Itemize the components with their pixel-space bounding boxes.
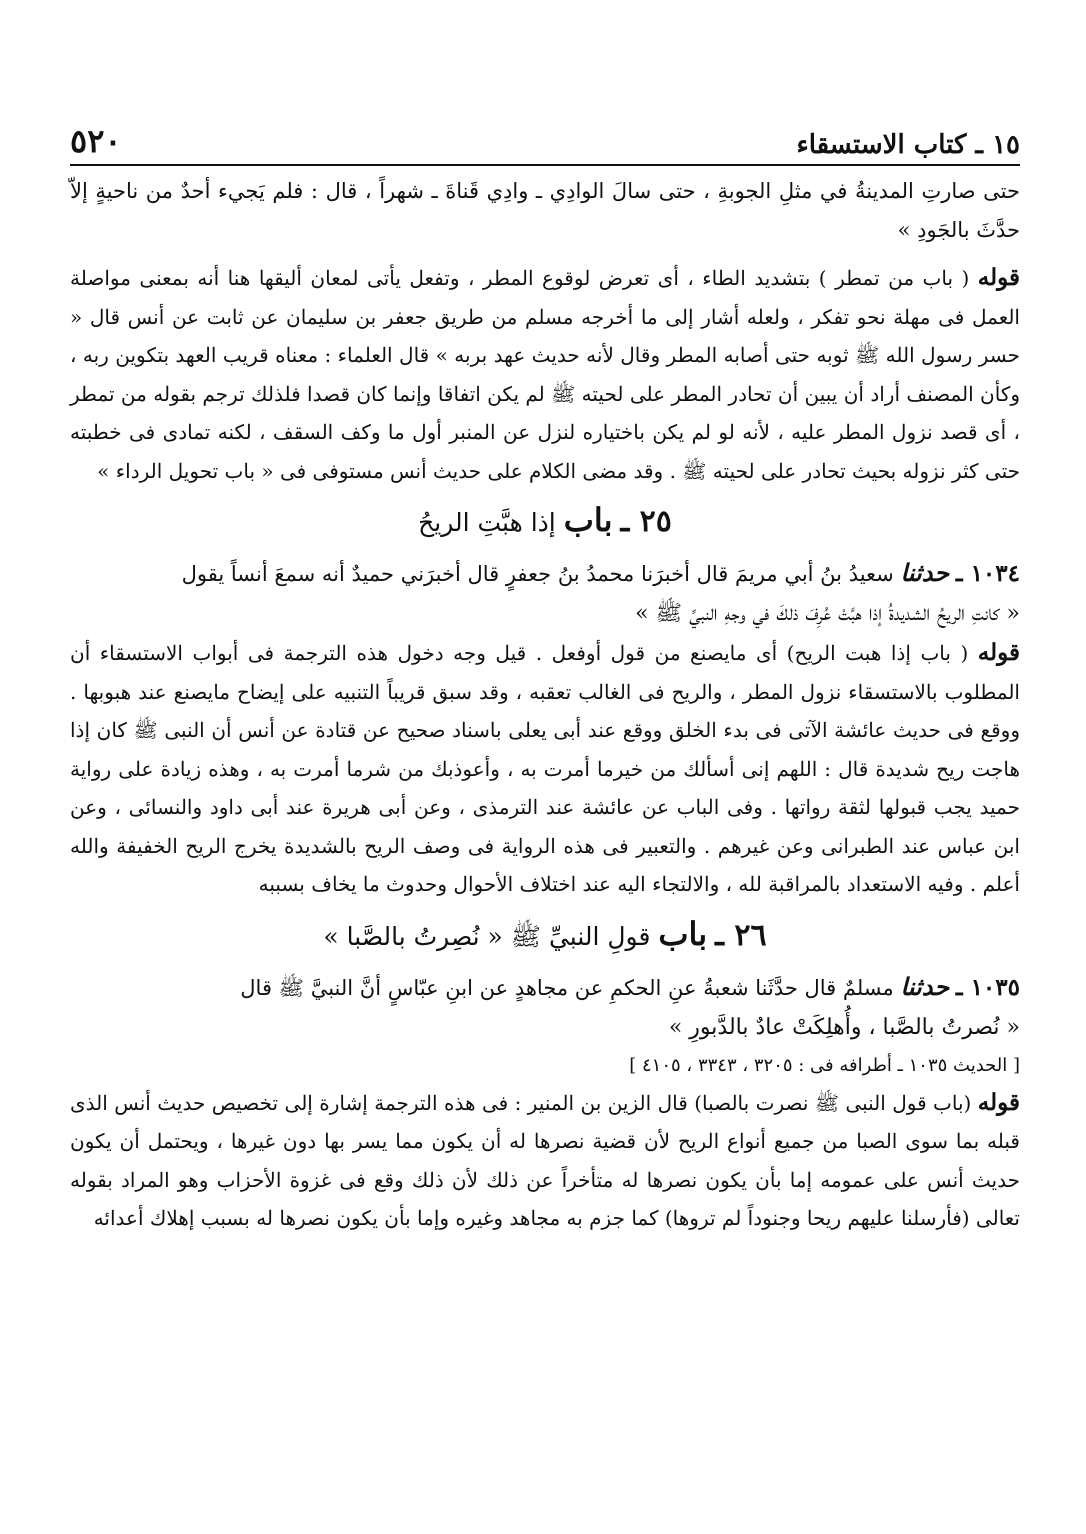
hadith-1034-matn: « كانتِ الريحُ الشديدةُ إذا هبَّتْ عُرِفَ ذلكَ في وجهِ النبيِّ ﷺ » bbox=[635, 601, 1020, 626]
chapter-word: باب bbox=[563, 501, 613, 539]
header-rule bbox=[70, 164, 1020, 166]
commentary-text: ( باب من تمطر ) بتشديد الطاء ، أى تعرض لوقوع المطر ، وتفعل يأتى لمعان أليقها هنا أنه بمعنى مواصلة العمل فى مهلة نحو تفكر ، ولعله أشار إلى ما أخرجه مسلم من طريق جعفر بن سليمان عن ثابت عن أنس قال « حسر رسول الله ﷺ ثوبه حتى أصابه المطر وقال لأنه حديث عهد بربه » قال العلماء : معناه قريب العهد بتكوين ربه ، وكأن المصنف أراد أن يبين أن تحادر المطر على لحيته ﷺ لم يكن اتفاقا وإنما كان قصدا فلذلك ترجم بقوله من تمطر ، أى قصد نزول المطر عليه ، لأنه لو لم يكن باختياره لنزل عن المنبر أول ما وكف السقف ، لكنه تمادى فى خطبته حتى كثر نزوله بحيث تحادر على لحيته ﷺ . وقد مضى الكلام على حديث أنس مستوفى فى « باب تحويل الرداء » bbox=[70, 266, 1020, 483]
chapter-heading-26 bbox=[70, 908, 1020, 963]
commentary-lead: قوله bbox=[977, 639, 1021, 666]
commentary-text: (باب قول النبى ﷺ نصرت بالصبا) قال الزين بن المنير : فى هذه الترجمة إشارة إلى تخصيص حديث أنس الذى قبله بما سوى الصبا من جميع أنواع الريح لأن قضية نصرها له أن يكون مما يسر بها دون غيرها ، ويحتمل أن يكون حديث أنس على عمومه إما بأن يكون نصرها له متأخراً عن ذلك لأن ذلك وقع فى غزوة الأحزاب وهو المراد بقوله تعالى (فأرسلنا عليهم ريحا وجنوداً لم تروها) كما جزم به مجاهد وغيره وإما بأن يكون نصرها له بسبب إهلاك أعدائه bbox=[70, 1090, 1020, 1230]
commentary-bab-idha-habbat bbox=[70, 634, 1020, 904]
chapter-number: ٢٦ ـ bbox=[715, 917, 767, 953]
commentary-lead: قوله bbox=[977, 264, 1021, 291]
chapter-number: ٢٥ ـ bbox=[620, 504, 672, 539]
isnad-text: سعيدُ بنُ أبي مريمَ قال أخبرَنا محمدُ بنُ جعفرٍ قال أخبرَني حميدٌ أنه سمعَ أنساً يقول bbox=[181, 562, 894, 586]
hadith-number: ١٠٣٥ ـ bbox=[955, 973, 1020, 1001]
hadith-cross-reference: [ الحديث ١٠٣٥ ـ أطرافه فى : ٣٢٠٥ ، ٣٣٤٣ ، ٤١٠٥ ] bbox=[629, 1054, 1020, 1076]
chapter-title: قولِ النبيِّ ﷺ « نُصِرتُ بالصَّبا » bbox=[323, 921, 651, 951]
isnad-text: مسلمٌ قال حدَّثَنا شعبةُ عنِ الحكمِ عن مجاهدٍ عن ابنِ عبّاسٍ أنَّ النبيَّ ﷺ قال bbox=[240, 975, 894, 1000]
haddathana-word: حدثنا bbox=[900, 558, 950, 587]
haddathana-word: حدثنا bbox=[900, 971, 950, 1001]
hadith-1035-matn: « نُصرتُ بالصَّبا ، وأُهلِكَتْ عادٌ بالدَّبورِ » bbox=[668, 1014, 1020, 1040]
commentary-text: ( باب إذا هبت الريح) أى مايصنع من قول أوفعل . قيل وجه دخول هذه الترجمة فى أبواب الاستسقاء أن المطلوب بالاستسقاء نزول المطر ، والريح فى الغالب تعقبه ، وقد سبق قريباً التنبيه على إيضاح مايصنع عند هبوبها . ووقع فى حديث عائشة الآتى فى بدء الخلق ووقع عند أبى يعلى باسناد صحيح عن قتادة عن أنس أن النبى ﷺ كان إذا هاجت ريح شديدة قال : اللهم إنى أسألك من خيرما أمرت به ، وأعوذبك من شرما أمرت به ، وهذه زيادة على رواية حميد يجب قبولها لثقة رواتها . وفى الباب عن عائشة عند الترمذى ، وعن أبى هريرة عند أبى داود والنسائى ، وعن ابن عباس عند الطبرانى وعن غيرهم . والتعبير فى هذه الرواية فى وصف الريح بالشديدة يخرج الريح الخفيفة والله أعلم . وفيه الاستعداد بالمراقبة لله ، والالتجاء اليه عند اختلاف الأحوال وحدوث ما يخاف بسببه bbox=[70, 641, 1020, 896]
commentary-lead: قوله bbox=[977, 1088, 1020, 1116]
page-header bbox=[70, 110, 1020, 160]
hadith-number: ١٠٣٤ ـ bbox=[955, 560, 1020, 587]
chapter-heading-25 bbox=[70, 494, 1020, 549]
commentary-bab-man-tamattara bbox=[70, 259, 1020, 490]
running-title: ١٥ ـ كتاب الاستسقاء bbox=[796, 130, 1020, 160]
page-number: ٥٢٠ bbox=[70, 122, 122, 160]
hadith-1035-isnad bbox=[70, 967, 1020, 1008]
hadith-continuation: حتى صارتِ المدينةُ في مثلِ الجوبةِ ، حتى سالَ الوادِي ـ وادِي قَناةَ ـ شهراً ، قال : فلم يَجيء أحدٌ من ناحيةٍ إلاّ حدَّثَ بالجَودِ » bbox=[70, 179, 1020, 242]
hadith-1034-isnad bbox=[70, 553, 1020, 594]
chapter-word: باب bbox=[658, 914, 708, 953]
commentary-bab-nusirtu bbox=[70, 1084, 1020, 1238]
chapter-title: إذا هبَّتِ الريحُ bbox=[418, 508, 556, 537]
book-page bbox=[70, 110, 1020, 1510]
